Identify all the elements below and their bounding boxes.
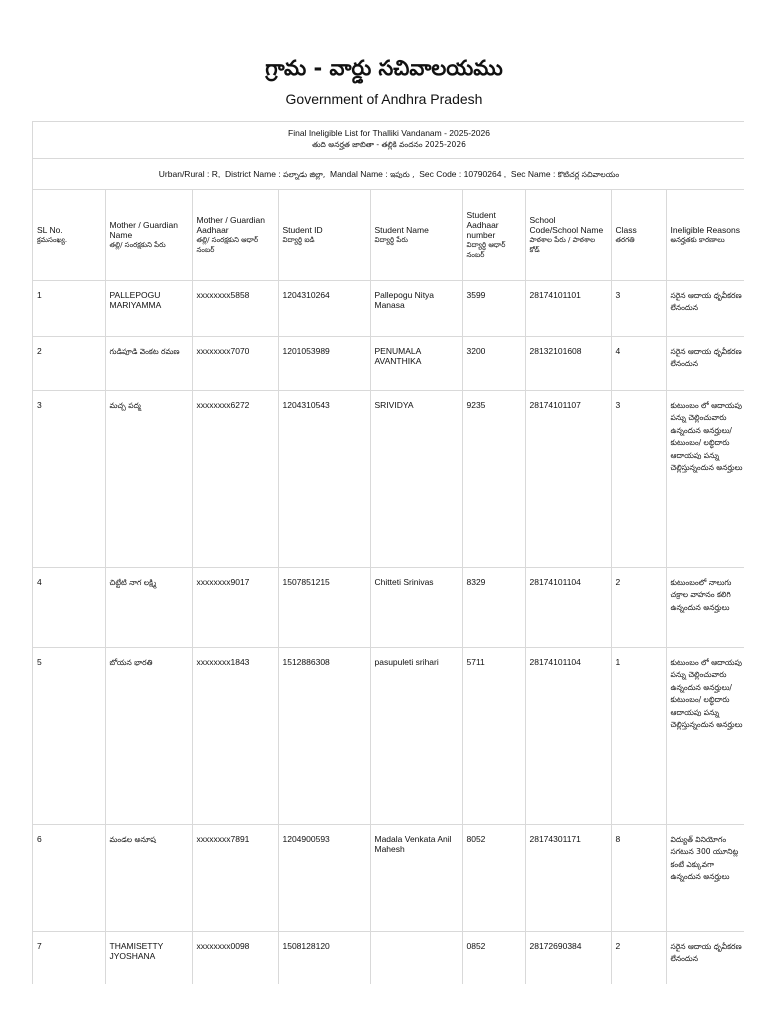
cell-mother: గుడిపూడి వెంకట రమణ [105, 336, 192, 390]
cell-mother: మచ్చ పద్మ [105, 390, 192, 567]
table-row [33, 390, 744, 567]
cell-student-name: Pallepogu Nitya Manasa [370, 280, 462, 336]
cell-school: 28172690384 [525, 931, 611, 984]
cell-sl: 5 [33, 647, 105, 824]
area-type: Urban/Rural : R, [158, 169, 221, 179]
cell-student-aadhaar: 5711 [462, 647, 525, 824]
cell-class: 1 [611, 647, 666, 824]
location-info [33, 159, 744, 190]
cell-student-id: 1204900593 [278, 824, 370, 931]
cell-aadhaar: xxxxxxxx9017 [192, 567, 278, 647]
cell-mother: PALLEPOGU MARIYAMMA [105, 280, 192, 336]
cell-school: 28132101608 [525, 336, 611, 390]
cell-sl: 6 [33, 824, 105, 931]
col-header-mother-aadhaar: Mother / Guardian Aadhaar తల్లి/ సంరక్షకుని ఆధార్ నంబర్ [192, 190, 278, 280]
cell-student-aadhaar: 3599 [462, 280, 525, 336]
cell-reason: సరైన ఆదాయ ధృవీకరణ లేనందున [666, 931, 744, 984]
cell-school: 28174101104 [525, 647, 611, 824]
col-header-student-aadhaar: Student Aadhaar number విద్యార్థి ఆధార్ నంబర్ [462, 190, 525, 280]
list-title-block [33, 122, 744, 159]
cell-student-id: 1204310264 [278, 280, 370, 336]
cell-class: 2 [611, 931, 666, 984]
cell-aadhaar: xxxxxxxx7070 [192, 336, 278, 390]
ineligible-table [33, 190, 744, 984]
cell-student-id: 1204310543 [278, 390, 370, 567]
cell-school: 28174101104 [525, 567, 611, 647]
cell-sl: 7 [33, 931, 105, 984]
cell-class: 2 [611, 567, 666, 647]
cell-student-aadhaar: 9235 [462, 390, 525, 567]
cell-aadhaar: xxxxxxxx1843 [192, 647, 278, 824]
cell-class: 4 [611, 336, 666, 390]
col-header-sl: SL No. క్రమసంఖ్య. [33, 190, 105, 280]
cell-reason: సరైన ఆదాయ ధృవీకరణ లేనందున [666, 336, 744, 390]
col-header-student-name: Student Name విద్యార్థి పేరు [370, 190, 462, 280]
cell-reason: కుటుంబం లో ఆదాయపు పన్ను చెల్లించువారు ఉన్నందున అనర్హులు/ కుటుంబం/ లబ్ధిదారు ఆదాయపు పన్ను చెల్లిస్తున్నందున అనర్హులు [666, 647, 744, 824]
cell-aadhaar: xxxxxxxx6272 [192, 390, 278, 567]
col-header-student-id: Student ID విద్యార్థి ఐడి [278, 190, 370, 280]
cell-sl: 3 [33, 390, 105, 567]
district-value: పల్నాడు జిల్లా, [283, 170, 326, 179]
cell-class: 3 [611, 390, 666, 567]
cell-student-name: Chitteti Srinivas [370, 567, 462, 647]
cell-school: 28174301171 [525, 824, 611, 931]
table-row [33, 824, 744, 931]
table-row [33, 567, 744, 647]
cell-student-name [370, 931, 462, 984]
cell-class: 3 [611, 280, 666, 336]
table-row [33, 647, 744, 824]
cell-student-aadhaar: 3200 [462, 336, 525, 390]
cell-aadhaar: xxxxxxxx5858 [192, 280, 278, 336]
cell-student-id: 1512886308 [278, 647, 370, 824]
cell-reason: కుటుంబం లో ఆదాయపు పన్ను చెల్లించువారు ఉన్నందున అనర్హులు/ కుటుంబం/ లబ్ధిదారు ఆదాయపు పన్ను చెల్లిస్తున్నందున అనర్హులు [666, 390, 744, 567]
cell-student-name: PENUMALA AVANTHIKA [370, 336, 462, 390]
district-label: District Name : [224, 169, 281, 179]
table-header-row [33, 190, 744, 280]
cell-mother: THAMISETTY JYOSHANA [105, 931, 192, 984]
list-title-english: Final Ineligible List for Thalliki Vandanam - 2025-2026 [288, 128, 490, 138]
cell-student-name: SRIVIDYA [370, 390, 462, 567]
page-title-telugu: గ్రామ - వార్డు సచివాలయము [265, 56, 503, 80]
cell-mother: చిట్టేటి నాగ లక్ష్మి [105, 567, 192, 647]
mandal-value: ఇపురు , [390, 170, 415, 179]
cell-mother: బోయన భారతి [105, 647, 192, 824]
table-row [33, 931, 744, 984]
cell-reason: విద్యుత్ వినియోగం సగటున 300 యూనిట్ల కంటే ఎక్కువగా ఉన్నందున అనర్హులు [666, 824, 744, 931]
cell-student-id: 1201053989 [278, 336, 370, 390]
table-row [33, 336, 744, 390]
cell-aadhaar: xxxxxxxx7891 [192, 824, 278, 931]
cell-aadhaar: xxxxxxxx0098 [192, 931, 278, 984]
cell-reason: సరైన ఆదాయ ధృవీకరణ లేనందున [666, 280, 744, 336]
cell-sl: 4 [33, 567, 105, 647]
cell-mother: మండల అనూష [105, 824, 192, 931]
cell-school: 28174101107 [525, 390, 611, 567]
cell-reason: కుటుంబంలో నాలుగు చక్రాల వాహనం కలిగి ఉన్నందున అనర్హులు [666, 567, 744, 647]
table-row [33, 280, 744, 336]
mandal-label: Mandal Name : [329, 169, 388, 179]
cell-school: 28174101101 [525, 280, 611, 336]
cell-student-name: Madala Venkata Anil Mahesh [370, 824, 462, 931]
cell-student-name: pasupuleti srihari [370, 647, 462, 824]
cell-sl: 2 [33, 336, 105, 390]
cell-student-aadhaar: 8329 [462, 567, 525, 647]
cell-student-aadhaar: 8052 [462, 824, 525, 931]
list-title-telugu: తుది అనర్హత జాబితా - తల్లికి వందనం 2025-2026 [312, 140, 466, 149]
cell-student-id: 1508128120 [278, 931, 370, 984]
col-header-class: Class తరగతి [611, 190, 666, 280]
col-header-school: School Code/School Name పాఠశాల పేరు / పాఠశాల కోడ్ [525, 190, 611, 280]
cell-student-aadhaar: 0852 [462, 931, 525, 984]
sec-name-value: కొటిచర్ల సచివాలయం [557, 170, 620, 179]
cell-class: 8 [611, 824, 666, 931]
sec-code: Sec Code : 10790264 , [419, 169, 507, 179]
ineligible-list-frame [32, 121, 744, 984]
col-header-reason: Ineligible Reasons అనర్హతకు కారణాలు [666, 190, 744, 280]
col-header-mother: Mother / Guardian Name తల్లి/ సంరక్షకుని పేరు [105, 190, 192, 280]
cell-student-id: 1507851215 [278, 567, 370, 647]
page-title-english: Government of Andhra Pradesh [285, 91, 483, 107]
cell-sl: 1 [33, 280, 105, 336]
sec-name-label: Sec Name : [510, 169, 556, 179]
